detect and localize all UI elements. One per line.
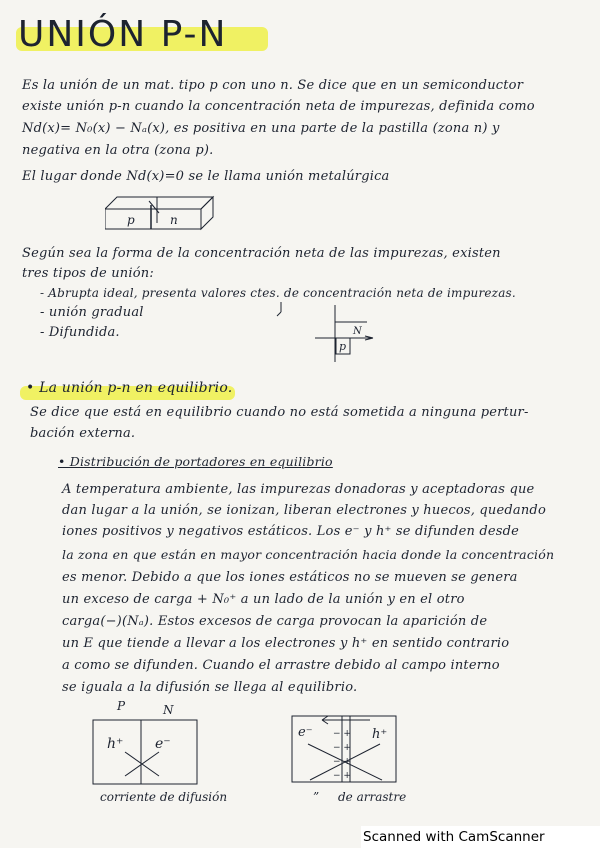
diffusion-caption: corriente de difusión bbox=[100, 790, 228, 804]
section-heading: • La unión p-n en equilibrio. bbox=[26, 380, 233, 396]
paragraph-2-line: tres tipos de unión: bbox=[22, 266, 154, 281]
svg-text:− +: − + bbox=[333, 771, 351, 781]
diffusion-hole-label: h⁺ bbox=[107, 736, 124, 752]
drift-hole-label: h⁺ bbox=[372, 727, 388, 742]
svg-text:− +: − + bbox=[333, 757, 351, 767]
paragraph-1-line: existe unión p-n cuando la concentración neta de impurezas, definida como bbox=[22, 99, 535, 114]
subsection-text-line: dan lugar a la unión, se ionizan, liberan electrones y huecos, quedando bbox=[62, 503, 546, 518]
subsection-heading: • Distribución de portadores en equilibrio bbox=[58, 454, 333, 469]
list-item: - unión gradual bbox=[40, 305, 144, 320]
diffusion-p-label: P bbox=[117, 699, 126, 713]
block-n-label: n bbox=[170, 213, 178, 227]
subsection-text-line: iones positivos y negativos estáticos. Los e⁻ y h⁺ se difunden desde bbox=[62, 524, 520, 539]
paragraph-2-line: Según sea la forma de la concentración neta de las impurezas, existen bbox=[22, 246, 501, 261]
drift-caption: de arrastre bbox=[338, 790, 407, 804]
subsection-text-line: carga(−)(Nₐ). Estos excesos de carga provocan la aparición de bbox=[62, 614, 488, 629]
step-p-label: p bbox=[339, 340, 347, 353]
paragraph-1-line: negativa en la otra (zona p). bbox=[22, 143, 214, 158]
page-title: UNIÓN P-N bbox=[18, 14, 228, 55]
step-n-label: N bbox=[353, 326, 362, 337]
section-text-line: bación externa. bbox=[30, 426, 136, 441]
svg-text:− +: − + bbox=[333, 743, 351, 753]
subsection-text-line: la zona en que están en mayor concentración hacia donde la concentración bbox=[62, 547, 555, 562]
diffusion-electron-label: e⁻ bbox=[155, 736, 171, 752]
subsection-text-line: un E que tiende a llevar a los electrones y h⁺ en sentido contrario bbox=[62, 636, 510, 651]
step-doping-diagram bbox=[265, 300, 385, 365]
section-text-line: Se dice que está en equilibrio cuando no está sometida a ninguna pertur- bbox=[30, 405, 529, 420]
list-item: - Difundida. bbox=[40, 325, 120, 340]
list-item: - Abrupta ideal, presenta valores ctes. de concentración neta de impurezas. bbox=[40, 286, 516, 300]
drift-electron-label: e⁻ bbox=[298, 725, 313, 740]
subsection-text-line: es menor. Debido a que los iones estáticos no se mueven se genera bbox=[62, 570, 518, 585]
svg-text:− +: − + bbox=[333, 729, 351, 739]
paragraph-1-line: Es la unión de un mat. tipo p con uno n. Se dice que en un semiconductor bbox=[22, 78, 524, 93]
subsection-text-line: A temperatura ambiente, las impurezas donadoras y aceptadoras que bbox=[62, 482, 535, 497]
diffusion-current-diagram bbox=[85, 698, 205, 790]
diffusion-n-label: N bbox=[163, 703, 174, 717]
paragraph-1-line: Nd(x)= N₀(x) − Nₐ(x), es positiva en una parte de la pastilla (zona n) y bbox=[22, 121, 500, 136]
subsection-text-line: se iguala a la difusión se llega al equilibrio. bbox=[62, 680, 358, 695]
drift-current-diagram bbox=[286, 710, 406, 790]
subsection-text-line: a como se difunden. Cuando el arrastre debido al campo interno bbox=[62, 658, 500, 673]
paragraph-1-line: El lugar donde Nd(x)=0 se le llama unión metalúrgica bbox=[22, 169, 390, 184]
block-p-label: p bbox=[127, 213, 135, 227]
subsection-text-line: un exceso de carga + N₀⁺ a un lado de la unión y en el otro bbox=[62, 592, 465, 607]
scanner-watermark: Scanned with CamScanner bbox=[361, 826, 600, 848]
pn-block-diagram bbox=[105, 193, 220, 233]
drift-caption-ditto: ” bbox=[313, 790, 320, 804]
